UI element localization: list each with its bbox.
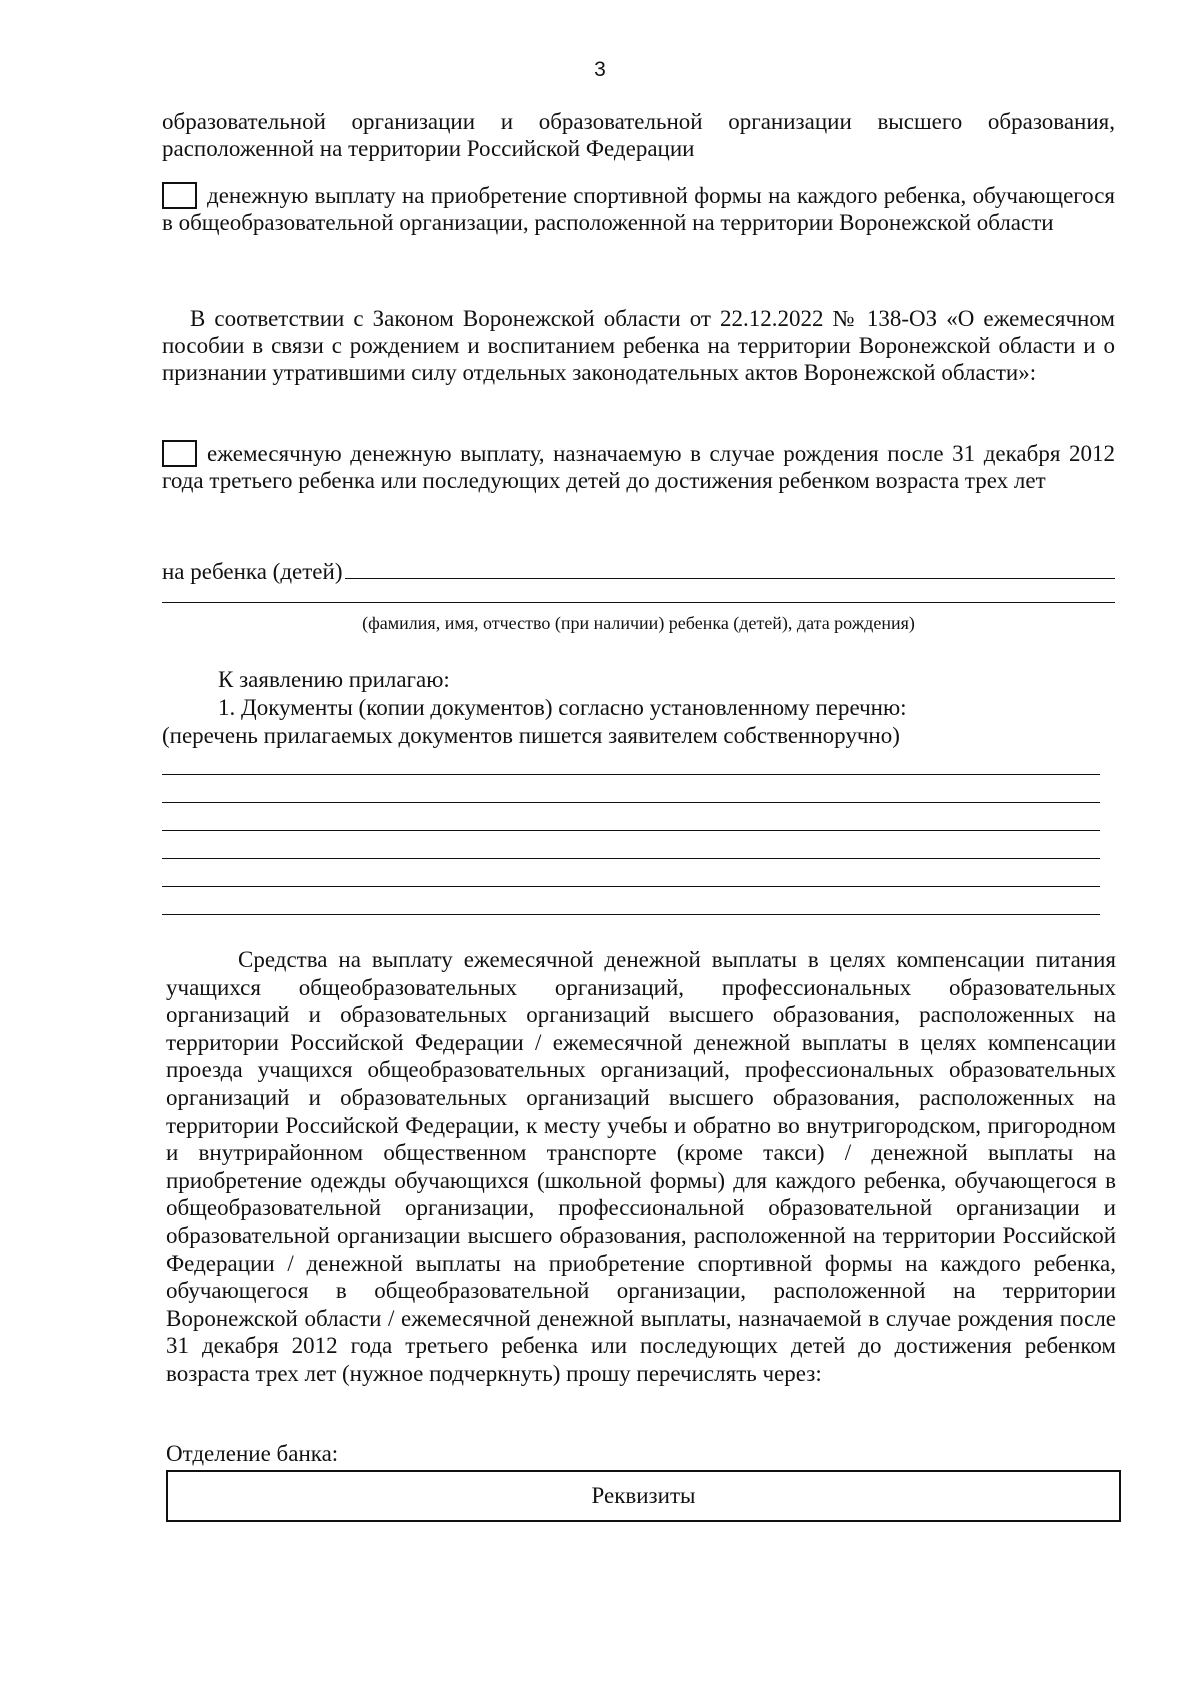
attach-line-6[interactable] [162, 914, 1100, 915]
requisites-label: Реквизиты [591, 1483, 696, 1508]
attach-line-3[interactable] [162, 830, 1100, 831]
page-number: 3 [594, 58, 606, 81]
attach-line-4[interactable] [162, 858, 1100, 859]
funds-paragraph: Средства на выплату ежемесячной денежной выплаты в целях компенсации питания учащихся общеобразовательных организаций, профессиональных образовательных организаций и образовательных организаций высшего образования, расположенных на территории Российской Федерации / ежемесячной денежной выплаты в целях компенсации проезда учащихся общеобразовательных организаций, профессиональных образовательных организаций и образовательных организаций высшего образования, расположенных на территории Российской Федерации, к месту учебы и обратно во внутригородском, пригородном и внутрирайонном общественном транспорте (кроме такси) / денежной выплаты на приобретение одежды обучающихся (школьной формы) для каждого ребенка, обучающегося в общеобразовательной организации, профессиональной образовательной организации и образовательной организации высшего образования, расположенной на территории Российской Федерации / денежной выплаты на приобретение спортивной формы на каждого ребенка, обучающегося в общеобразовательной организации, расположенной на территории Воронежской области / ежемесячной денежной выплаты, назначаемой в случае рождения после 31 декабря 2012 года третьего ребенка или последующих детей до достижения ребенком возраста трех лет (нужное подчеркнуть) прошу перечислять через: [166, 947, 1116, 1386]
child-hint: (фамилия, имя, отчество (при наличии) ребенка (детей), дата рождения) [362, 613, 915, 633]
option-third-child-label: ежемесячную денежную выплату, назначаемую в случае рождения после 31 декабря 2012 года третьего ребенка или последующих детей до достижения ребенком возраста трех лет [162, 441, 1115, 493]
requisites-box[interactable] [166, 1470, 1121, 1522]
law-paragraph: В соответствии с Законом Воронежской области от 22.12.2022 № 138-ОЗ «О ежемесячном пособии в связи с рождением и воспитанием ребенка на территории Воронежской области и о признании утратившими силу отдельных законодательных актов Воронежской области»: [162, 306, 1115, 385]
attach-item: 1. Документы (копии документов) согласно установленному перечню: [218, 695, 907, 720]
child-name-line-2[interactable] [162, 602, 1115, 603]
attach-heading: К заявлению прилагаю: [218, 667, 450, 692]
attach-line-2[interactable] [162, 802, 1100, 803]
option-sport-label: денежную выплату на приобретение спортивной формы на каждого ребенка, обучающегося в общеобразовательной организации, расположенной на территории Воронежской области [162, 183, 1115, 235]
attach-line-5[interactable] [162, 886, 1100, 887]
bank-label: Отделение банка: [166, 1441, 339, 1466]
child-label: на ребенка (детей) [162, 559, 343, 584]
attach-line-1[interactable] [162, 774, 1100, 775]
child-name-field[interactable] [345, 558, 1115, 579]
third-child-checkbox[interactable] [162, 440, 197, 467]
option-sport-row [162, 182, 1115, 236]
sport-uniform-checkbox[interactable] [162, 182, 197, 209]
top-text: образовательной организации и образовательной организации высшего образования, расположенной на территории Российской Федерации [162, 109, 1115, 161]
option-third-child-row [162, 440, 1115, 494]
attach-hint: (перечень прилагаемых документов пишется заявителем собственноручно) [162, 723, 900, 748]
child-row [162, 555, 1115, 585]
